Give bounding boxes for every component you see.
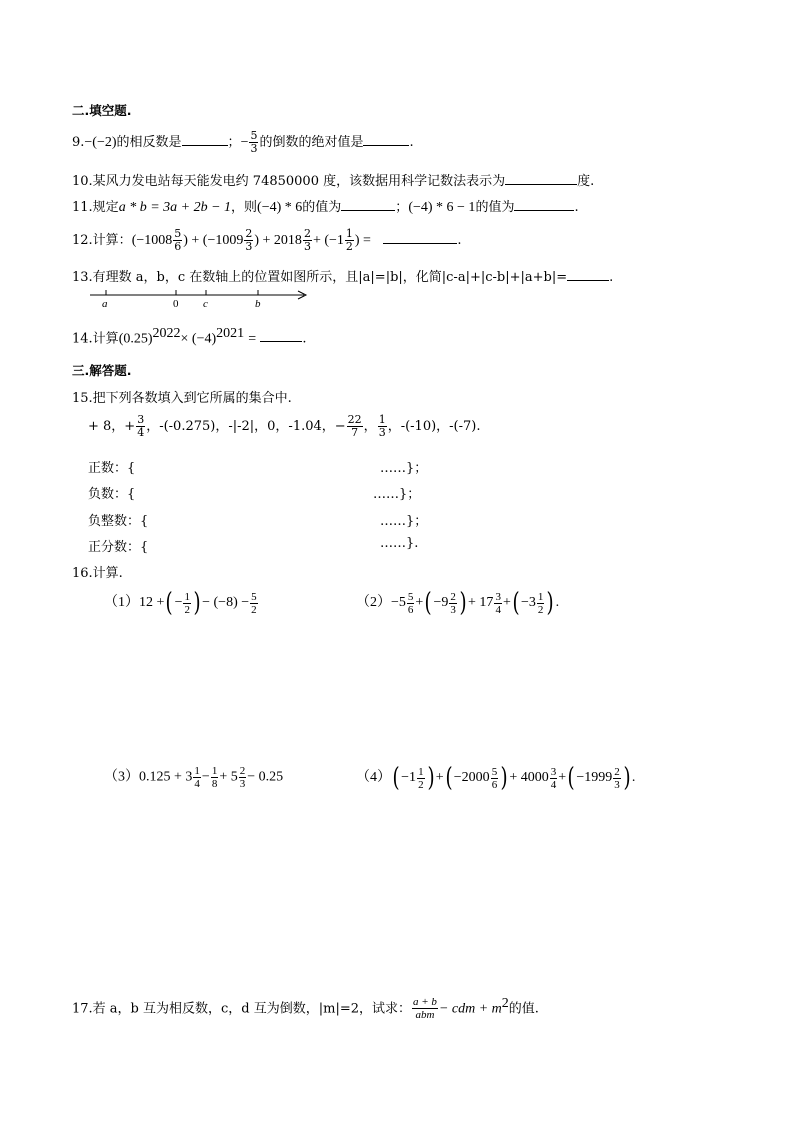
- q11-text-f: 的值为: [475, 200, 515, 215]
- q16-p2-d2: −3: [521, 595, 536, 611]
- q17-end: 的值.: [508, 1001, 539, 1017]
- q12-frac-3: $\frac{2}{3}$: [303, 227, 311, 253]
- q16-p4-b2: −2000: [453, 770, 490, 786]
- set-negative-integer-end: ……}；: [380, 514, 428, 529]
- q13-text: 13.有理数 a，b，c 在数轴上的位置如图所示，且|a|=|b|，化简|c-a|+|c-b|+|a+b|=: [72, 270, 568, 285]
- q11-text-c: 的值为: [302, 200, 342, 215]
- q11-expr-1: (−4) * 6: [257, 200, 303, 215]
- q9-end: .: [409, 135, 414, 150]
- q16-part-2: （2）−5 $\frac{5}{6}$ +( −9 $\frac{2}{3}$ ) + 17 $\frac{3}{4}$ +( −3 $\frac{1}{2}$ ) .: [356, 588, 560, 618]
- q15-num-2: ，-(-0.275)，-|-2|，0，-1.04，−: [146, 419, 346, 434]
- q9-blank-2[interactable]: [363, 133, 409, 146]
- q13-blank[interactable]: [567, 268, 609, 281]
- q10-text: 10.某风力发电站每天能发电约 74850000 度，该数据用科学记数法表示为: [72, 174, 506, 189]
- q16-p4-d: +: [558, 770, 567, 786]
- q9-text-2: 的倒数的绝对值是: [259, 135, 364, 150]
- q16-p3-number: （3）: [104, 769, 139, 785]
- q15-num-3: ，: [363, 419, 377, 434]
- q16-p3-d: − 0.25: [247, 769, 284, 785]
- q11-end: .: [574, 200, 579, 215]
- question-11: [72, 196, 579, 216]
- label-zero: 0: [173, 298, 179, 310]
- question-17: [72, 996, 539, 1021]
- q11-text: 11.规定: [72, 200, 119, 215]
- question-9: [72, 130, 414, 155]
- q16-p1-number: （1）: [104, 595, 139, 611]
- q12-term-5: ) =: [354, 233, 371, 248]
- q16-p4-end: .: [631, 770, 636, 786]
- q16-part-3: （3）0.125 + 3 $\frac{1}{4}$ − $\frac{1}{8}$ + 5 $\frac{2}{3}$ − 0.25: [104, 765, 284, 790]
- q16-part-1: （1）12 +( − $\frac{1}{2}$ ) − (−8) − $\frac{5}{2}$: [104, 588, 257, 618]
- q16-p1-a: 12 +: [139, 595, 165, 611]
- q14-exp-1: 2022: [152, 326, 181, 341]
- q16-p2-b: +: [415, 595, 424, 611]
- q16-p3-c: + 5: [219, 769, 238, 785]
- q16-p3-b: −: [201, 769, 210, 785]
- q16-part-4: （4）( −1 $\frac{1}{2}$ ) +( −2000 $\frac{5}{6}$ ) + 4000 $\frac{3}{4}$ +( −1999 $\frac{2}{3}$ ) .: [356, 763, 636, 793]
- q13-end: .: [609, 270, 614, 285]
- q15-title: 15.把下列各数填入到它所属的集合中.: [72, 391, 292, 406]
- q17-expr: − cdm + m: [438, 1001, 502, 1017]
- q14-equals: =: [248, 331, 257, 347]
- q15-frac-3: $\frac{1}{3}$: [378, 413, 386, 439]
- set-positive-label: 正数：{: [88, 461, 136, 476]
- q11-expr-2: (−4) * 6 − 1: [408, 200, 476, 215]
- q16-title: 16.计算.: [72, 566, 123, 581]
- q12-frac-2: $\frac{2}{3}$: [245, 227, 253, 253]
- section-2-heading: 二.填空题.: [72, 103, 132, 118]
- q16-p2-d: +: [502, 595, 511, 611]
- set-positive-fraction-end: ……}.: [380, 536, 419, 551]
- label-b: b: [255, 298, 261, 310]
- q16-p2-a: −5: [391, 595, 406, 611]
- q9-sep: ；: [227, 135, 241, 150]
- q15-num-4: ，-(-10)，-(-7).: [387, 419, 481, 434]
- question-10: [72, 170, 594, 189]
- q12-blank[interactable]: [383, 231, 457, 244]
- label-c: c: [203, 298, 208, 310]
- question-12: [72, 228, 462, 253]
- q12-term-1: (−1008: [131, 233, 173, 248]
- q16-p2-end: .: [555, 595, 560, 611]
- q11-blank-1[interactable]: [341, 198, 395, 211]
- q11-text-d: ；: [395, 200, 409, 215]
- set-negative-integer-label: 负整数：{: [88, 514, 149, 529]
- q11-definition: a * b = 3a + 2b − 1: [118, 200, 232, 215]
- q16-p2-c: + 17: [468, 595, 494, 611]
- q16-p3-a: 0.125 + 3: [139, 769, 193, 785]
- q12-text: 12.计算：: [72, 233, 132, 248]
- set-negative-label: 负数：{: [88, 487, 136, 502]
- q15-frac-2: $\frac{22}{7}$: [347, 413, 362, 439]
- q16-p4-a: −1: [401, 770, 417, 786]
- section-3-heading: 三.解答题.: [72, 363, 132, 378]
- q10-end: 度.: [577, 174, 595, 189]
- q9-number: 9.: [72, 135, 85, 150]
- q16-p2-number: （2）: [356, 595, 391, 611]
- q15-num-1: + 8，+: [88, 419, 136, 434]
- q14-text: 14.计算: [72, 331, 119, 347]
- q12-frac-1: $\frac{5}{6}$: [174, 227, 182, 253]
- q10-blank[interactable]: [505, 172, 577, 185]
- q9-fraction: $\frac{5}{3}$: [250, 129, 258, 155]
- set-negative-end: ……}；: [373, 487, 421, 502]
- q16-p2-b2: −9: [433, 595, 449, 611]
- q11-blank-2[interactable]: [514, 198, 574, 211]
- q16-p4-d2: −1999: [576, 770, 613, 786]
- q16-p4-c: + 4000: [509, 770, 549, 786]
- set-positive-end: ……}；: [380, 461, 428, 476]
- q16-p4-number: （4）: [356, 770, 391, 786]
- q9-neg: −: [240, 135, 249, 150]
- number-line: [88, 286, 312, 310]
- q17-fraction: $\frac{a + b}{\text{abm}}$: [413, 996, 437, 1022]
- q16-p1-c: − (−8) −: [202, 595, 250, 611]
- q12-end: .: [457, 233, 462, 248]
- q15-numbers: [88, 414, 481, 439]
- q11-text-b: ，则: [231, 200, 258, 215]
- q9-text: 的相反数是: [116, 135, 182, 150]
- q16-p1-b: −: [174, 595, 183, 611]
- question-14: [72, 326, 306, 347]
- q14-exp-2: 2021: [216, 326, 245, 341]
- q14-base-2: × (−4): [180, 331, 217, 347]
- q17-text: 17.若 a，b 互为相反数，c，d 互为倒数，|m|=2，试求：: [72, 1001, 411, 1017]
- q12-term-3: ) + 2018: [254, 233, 302, 248]
- q14-base-1: (0.25): [118, 331, 153, 347]
- q12-term-4: + (−1: [312, 233, 344, 248]
- q9-blank-1[interactable]: [182, 133, 228, 146]
- q16-p4-b: +: [435, 770, 444, 786]
- q14-blank[interactable]: [260, 329, 302, 342]
- q15-frac-1: $\frac{3}{4}$: [137, 413, 145, 439]
- q12-term-2: ) + (−1009: [183, 233, 244, 248]
- q17-exp: 2: [501, 996, 509, 1011]
- label-a: a: [102, 298, 108, 310]
- q12-frac-4: $\frac{1}{2}$: [345, 227, 353, 253]
- question-13: [72, 266, 613, 285]
- q9-expression: −(−2): [84, 135, 117, 150]
- q14-end: .: [302, 331, 307, 347]
- set-positive-fraction-label: 正分数：{: [88, 540, 149, 555]
